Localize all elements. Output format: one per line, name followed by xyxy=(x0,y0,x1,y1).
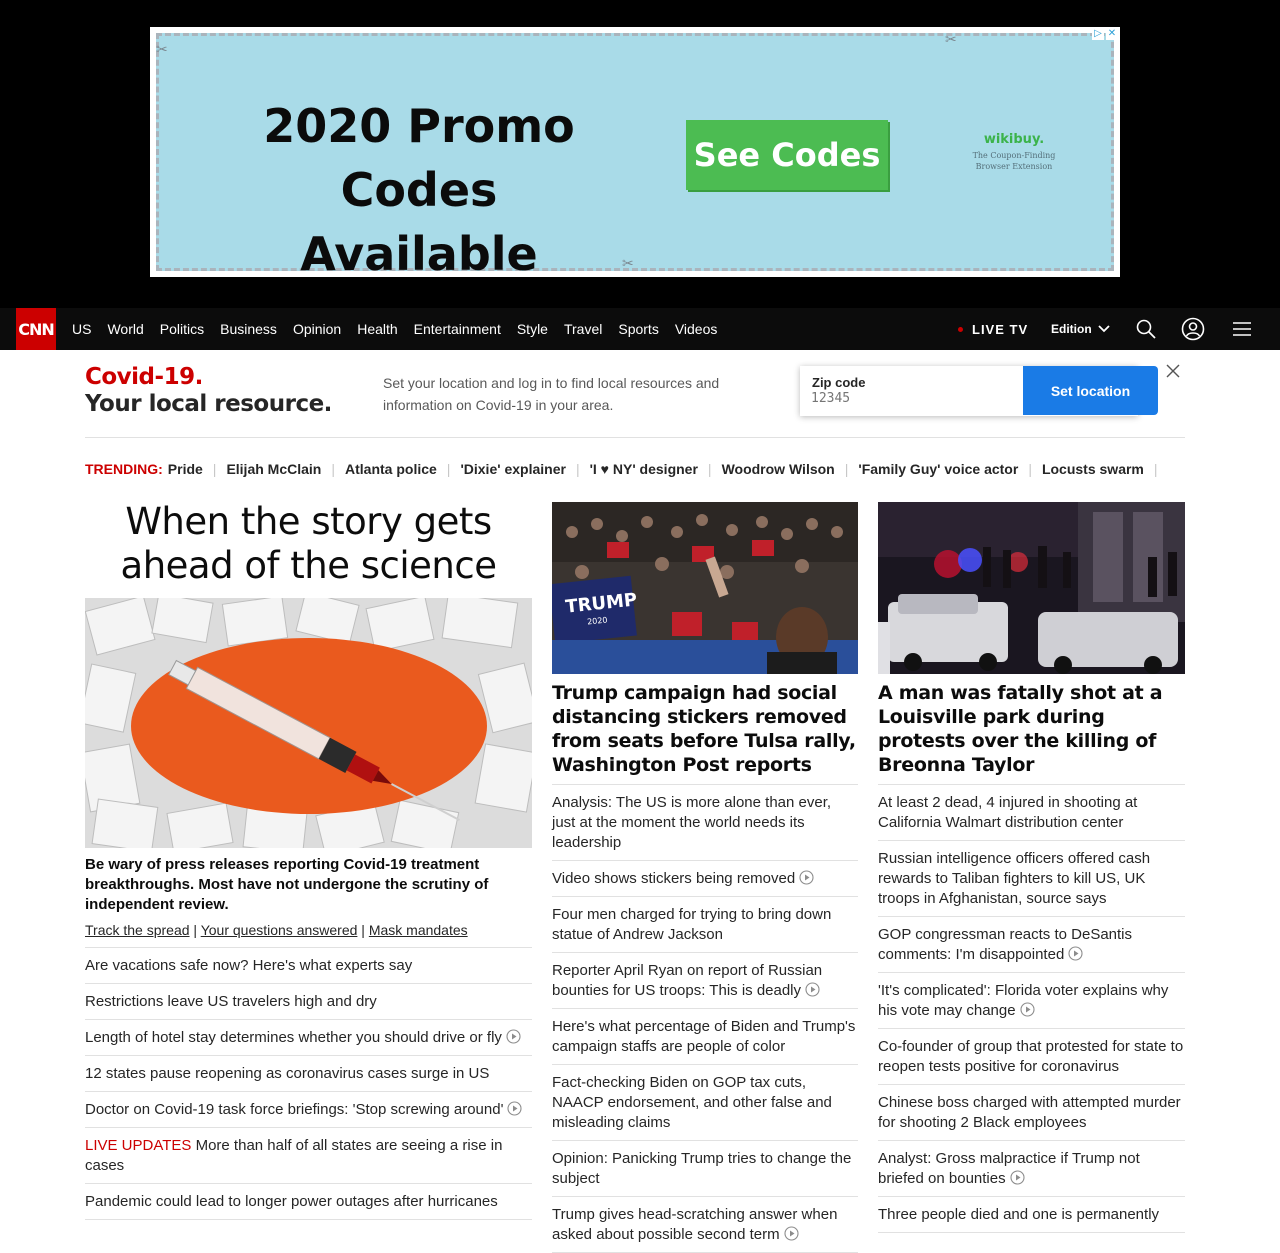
headline-item[interactable] xyxy=(85,1056,532,1092)
headline-text: Analyst: Gross malpractice if Trump not briefed on bounties xyxy=(878,1150,1140,1187)
headline-item[interactable] xyxy=(552,953,858,1009)
headline-item[interactable] xyxy=(552,1141,858,1197)
headline-text: GOP congressman reacts to DeSantis comments: I'm disappointed xyxy=(878,926,1133,963)
ad-brand-name: wikibuy. xyxy=(983,132,1045,147)
headline-item[interactable] xyxy=(878,1029,1185,1085)
headline-item[interactable] xyxy=(85,1184,532,1220)
headline-text: Length of hotel stay determines whether you should drive or fly xyxy=(85,1029,502,1046)
live-tv-label: LIVE TV xyxy=(972,321,1029,337)
covid-title-black: Your local resource. xyxy=(85,391,332,417)
trending-separator: | xyxy=(1028,461,1032,477)
zip-code-label: Zip code xyxy=(812,375,866,390)
live-indicator-icon xyxy=(958,327,963,332)
nav-link-world[interactable]: World xyxy=(107,321,144,337)
nav-link-sports[interactable]: Sports xyxy=(618,321,659,337)
trending-item[interactable]: Woodrow Wilson xyxy=(721,461,835,477)
ad-brand xyxy=(959,132,1069,172)
scissors-icon: ✂ xyxy=(945,31,957,47)
nav-link-style[interactable]: Style xyxy=(516,321,548,337)
scissors-icon: ✂ xyxy=(622,255,634,271)
link-mask-mandates[interactable]: Mask mandates xyxy=(368,922,468,938)
trending-bar xyxy=(85,461,1168,477)
col3-headline[interactable]: A man was fatally shot at a Louisville park during protests over the killing of Breonna Taylor xyxy=(878,681,1185,785)
nav-link-travel[interactable]: Travel xyxy=(563,321,603,337)
nav-link-health[interactable]: Health xyxy=(357,321,398,337)
headline-text: Video shows stickers being removed xyxy=(552,870,796,887)
search-icon[interactable] xyxy=(1134,317,1158,341)
play-icon xyxy=(784,1226,799,1241)
column-covid xyxy=(85,500,532,1220)
live-updates-label: LIVE UPDATES xyxy=(85,1137,192,1154)
trending-item[interactable]: 'Family Guy' voice actor xyxy=(858,461,1019,477)
ad-choices[interactable] xyxy=(1092,28,1118,40)
headline-item[interactable] xyxy=(85,1092,532,1128)
account-icon[interactable] xyxy=(1181,317,1205,341)
covid-banner-description: Set your location and log in to find local resources and information on Covid-19 in your area. xyxy=(383,375,720,413)
trending-separator: | xyxy=(1153,461,1158,477)
headline-text: Pandemic could lead to longer power outages after hurricanes xyxy=(85,1193,498,1210)
link-separator: | xyxy=(193,922,198,938)
headline-text: Analysis: The US is more alone than ever, just at the moment the world needs its leadership xyxy=(552,794,832,851)
col2-headline-list xyxy=(552,785,858,1253)
play-icon xyxy=(506,1029,521,1044)
headline-item[interactable] xyxy=(85,948,532,984)
headline-text: Fact-checking Biden on GOP tax cuts, NAACP endorsement, and other false and misleading claims xyxy=(552,1074,832,1131)
headline-item[interactable] xyxy=(878,785,1185,841)
scissors-icon: ✂ xyxy=(156,41,168,57)
headline-text: Opinion: Panicking Trump tries to change the subject xyxy=(552,1150,852,1187)
cnn-logo[interactable]: CNN xyxy=(16,308,56,350)
ad-info-icon[interactable]: ▷ xyxy=(1092,28,1104,40)
headline-item[interactable] xyxy=(85,1020,532,1056)
nav-link-videos[interactable]: Videos xyxy=(674,321,718,337)
chevron-down-icon xyxy=(1098,325,1110,333)
ad-close-icon[interactable]: ✕ xyxy=(1107,28,1117,39)
trending-item[interactable]: Locusts swarm xyxy=(1041,461,1144,477)
headline-text: Co-founder of group that protested for state to reopen tests positive for coronavirus xyxy=(878,1038,1184,1075)
edition-dropdown[interactable] xyxy=(1051,308,1110,350)
trending-item[interactable]: 'Dixie' explainer xyxy=(460,461,566,477)
col1-headline-list xyxy=(85,948,532,1220)
play-icon xyxy=(1010,1170,1025,1185)
lead-headline[interactable]: When the story gets ahead of the science xyxy=(120,500,497,587)
nav-link-opinion[interactable]: Opinion xyxy=(292,321,342,337)
trending-separator: | xyxy=(844,461,849,477)
headline-item[interactable] xyxy=(878,841,1185,917)
headline-item[interactable] xyxy=(878,1197,1185,1233)
headline-item[interactable] xyxy=(552,1009,858,1065)
ad-see-codes-button[interactable]: See Codes xyxy=(686,120,888,190)
headline-text: At least 2 dead, 4 injured in shooting at California Walmart distribution center xyxy=(878,794,1138,831)
link-questions-answered[interactable]: Your questions answered xyxy=(200,922,358,938)
play-icon xyxy=(805,982,820,997)
live-tv-link[interactable] xyxy=(958,308,1028,350)
headline-text: Trump gives head-scratching answer when asked about possible second term xyxy=(552,1206,838,1243)
headline-text: Reporter April Ryan on report of Russian bounties for US troops: This is deadly xyxy=(552,962,823,999)
play-icon xyxy=(799,870,814,885)
headline-text: Doctor on Covid-19 task force briefings: 'Stop screwing around' xyxy=(85,1101,504,1118)
ad-headline: 2020 Promo Codes Available xyxy=(263,99,575,281)
headline-text: Three people died and one is permanently xyxy=(878,1206,1160,1223)
ad-coupon-frame xyxy=(156,33,1114,281)
column-news xyxy=(878,502,1185,1233)
menu-icon[interactable] xyxy=(1230,317,1254,341)
covid-banner-title xyxy=(85,364,332,418)
headline-text: More than half of all states are seeing a rise in cases xyxy=(85,1137,503,1174)
zip-code-input[interactable] xyxy=(811,391,1011,406)
headline-item[interactable] xyxy=(552,1197,858,1253)
section-divider xyxy=(85,437,1185,438)
lead-subheadline[interactable]: Be wary of press releases reporting Covid-19 treatment breakthroughs. Most have not undergone the scrutiny of independent review. xyxy=(85,856,489,913)
headline-item[interactable] xyxy=(878,1141,1185,1197)
ad-banner[interactable] xyxy=(150,27,1120,281)
headline-item[interactable] xyxy=(552,897,858,953)
trending-separator: | xyxy=(707,461,712,477)
ad-region xyxy=(0,0,1280,308)
headline-item[interactable] xyxy=(552,861,858,897)
nav-link-us[interactable]: US xyxy=(72,321,92,337)
covid-title-red: Covid-19. xyxy=(85,364,203,390)
headline-item[interactable] xyxy=(878,917,1185,973)
headline-item[interactable] xyxy=(552,1065,858,1141)
link-track-spread[interactable]: Track the spread xyxy=(85,922,190,938)
close-icon[interactable] xyxy=(1164,362,1182,380)
nav-links xyxy=(72,308,717,350)
rally-image[interactable] xyxy=(552,502,858,674)
set-location-button[interactable]: Set location xyxy=(1023,366,1158,415)
trending-item[interactable]: Pride xyxy=(167,461,203,477)
trending-item[interactable]: Atlanta police xyxy=(345,461,437,477)
headline-text: Here's what percentage of Biden and Trump's campaign staffs are people of color xyxy=(552,1018,856,1055)
headline-text: Chinese boss charged with attempted murder for shooting 2 Black employees xyxy=(878,1094,1181,1131)
headline-text: Restrictions leave US travelers high and dry xyxy=(85,993,377,1010)
trending-separator: | xyxy=(331,461,335,477)
trending-item[interactable]: Elijah McClain xyxy=(226,461,322,477)
louisville-night-image[interactable] xyxy=(878,502,1185,674)
svg-text:2020: 2020 xyxy=(586,615,608,627)
trending-label: TRENDING: xyxy=(85,461,163,477)
headline-item[interactable] xyxy=(878,973,1185,1029)
headline-item[interactable] xyxy=(552,785,858,861)
headline-text: Russian intelligence officers offered cash rewards to Taliban fighters to kill US, UK troops in Afghanistan, source says xyxy=(878,850,1151,907)
col3-headline-list xyxy=(878,785,1185,1233)
edition-label: Edition xyxy=(1051,322,1092,336)
top-navigation xyxy=(0,308,1280,350)
column-politics xyxy=(552,502,858,1253)
nav-link-entertainment[interactable]: Entertainment xyxy=(413,321,501,337)
nav-link-politics[interactable]: Politics xyxy=(159,321,205,337)
play-icon xyxy=(1068,946,1083,961)
headline-text: Are vacations safe now? Here's what experts say xyxy=(85,957,413,974)
headline-item[interactable] xyxy=(85,1128,532,1184)
link-separator: | xyxy=(361,922,365,938)
lead-related-links xyxy=(85,921,532,948)
headline-text: 12 states pause reopening as coronavirus cases surge in US xyxy=(85,1065,490,1082)
headline-item[interactable] xyxy=(85,984,532,1020)
play-icon xyxy=(1020,1002,1035,1017)
ad-brand-tagline: The Coupon-Finding Browser Extension xyxy=(972,151,1056,171)
trending-separator: | xyxy=(446,461,451,477)
headline-text: 'It's complicated': Florida voter explains why his vote may change xyxy=(878,982,1169,1019)
lead-image-syringe[interactable] xyxy=(85,598,532,848)
svg-text:TRUMP: TRUMP xyxy=(564,589,639,618)
headline-item[interactable] xyxy=(878,1085,1185,1141)
nav-link-business[interactable]: Business xyxy=(220,321,277,337)
headline-text: Four men charged for trying to bring down statue of Andrew Jackson xyxy=(552,906,832,943)
play-icon xyxy=(507,1101,522,1116)
trending-item[interactable]: 'I ♥ NY' designer xyxy=(589,461,698,477)
trending-separator: | xyxy=(212,461,217,477)
col2-headline[interactable]: Trump campaign had social distancing stickers removed from seats before Tulsa rally, Washington Post reports xyxy=(552,681,858,785)
trending-separator: | xyxy=(575,461,580,477)
